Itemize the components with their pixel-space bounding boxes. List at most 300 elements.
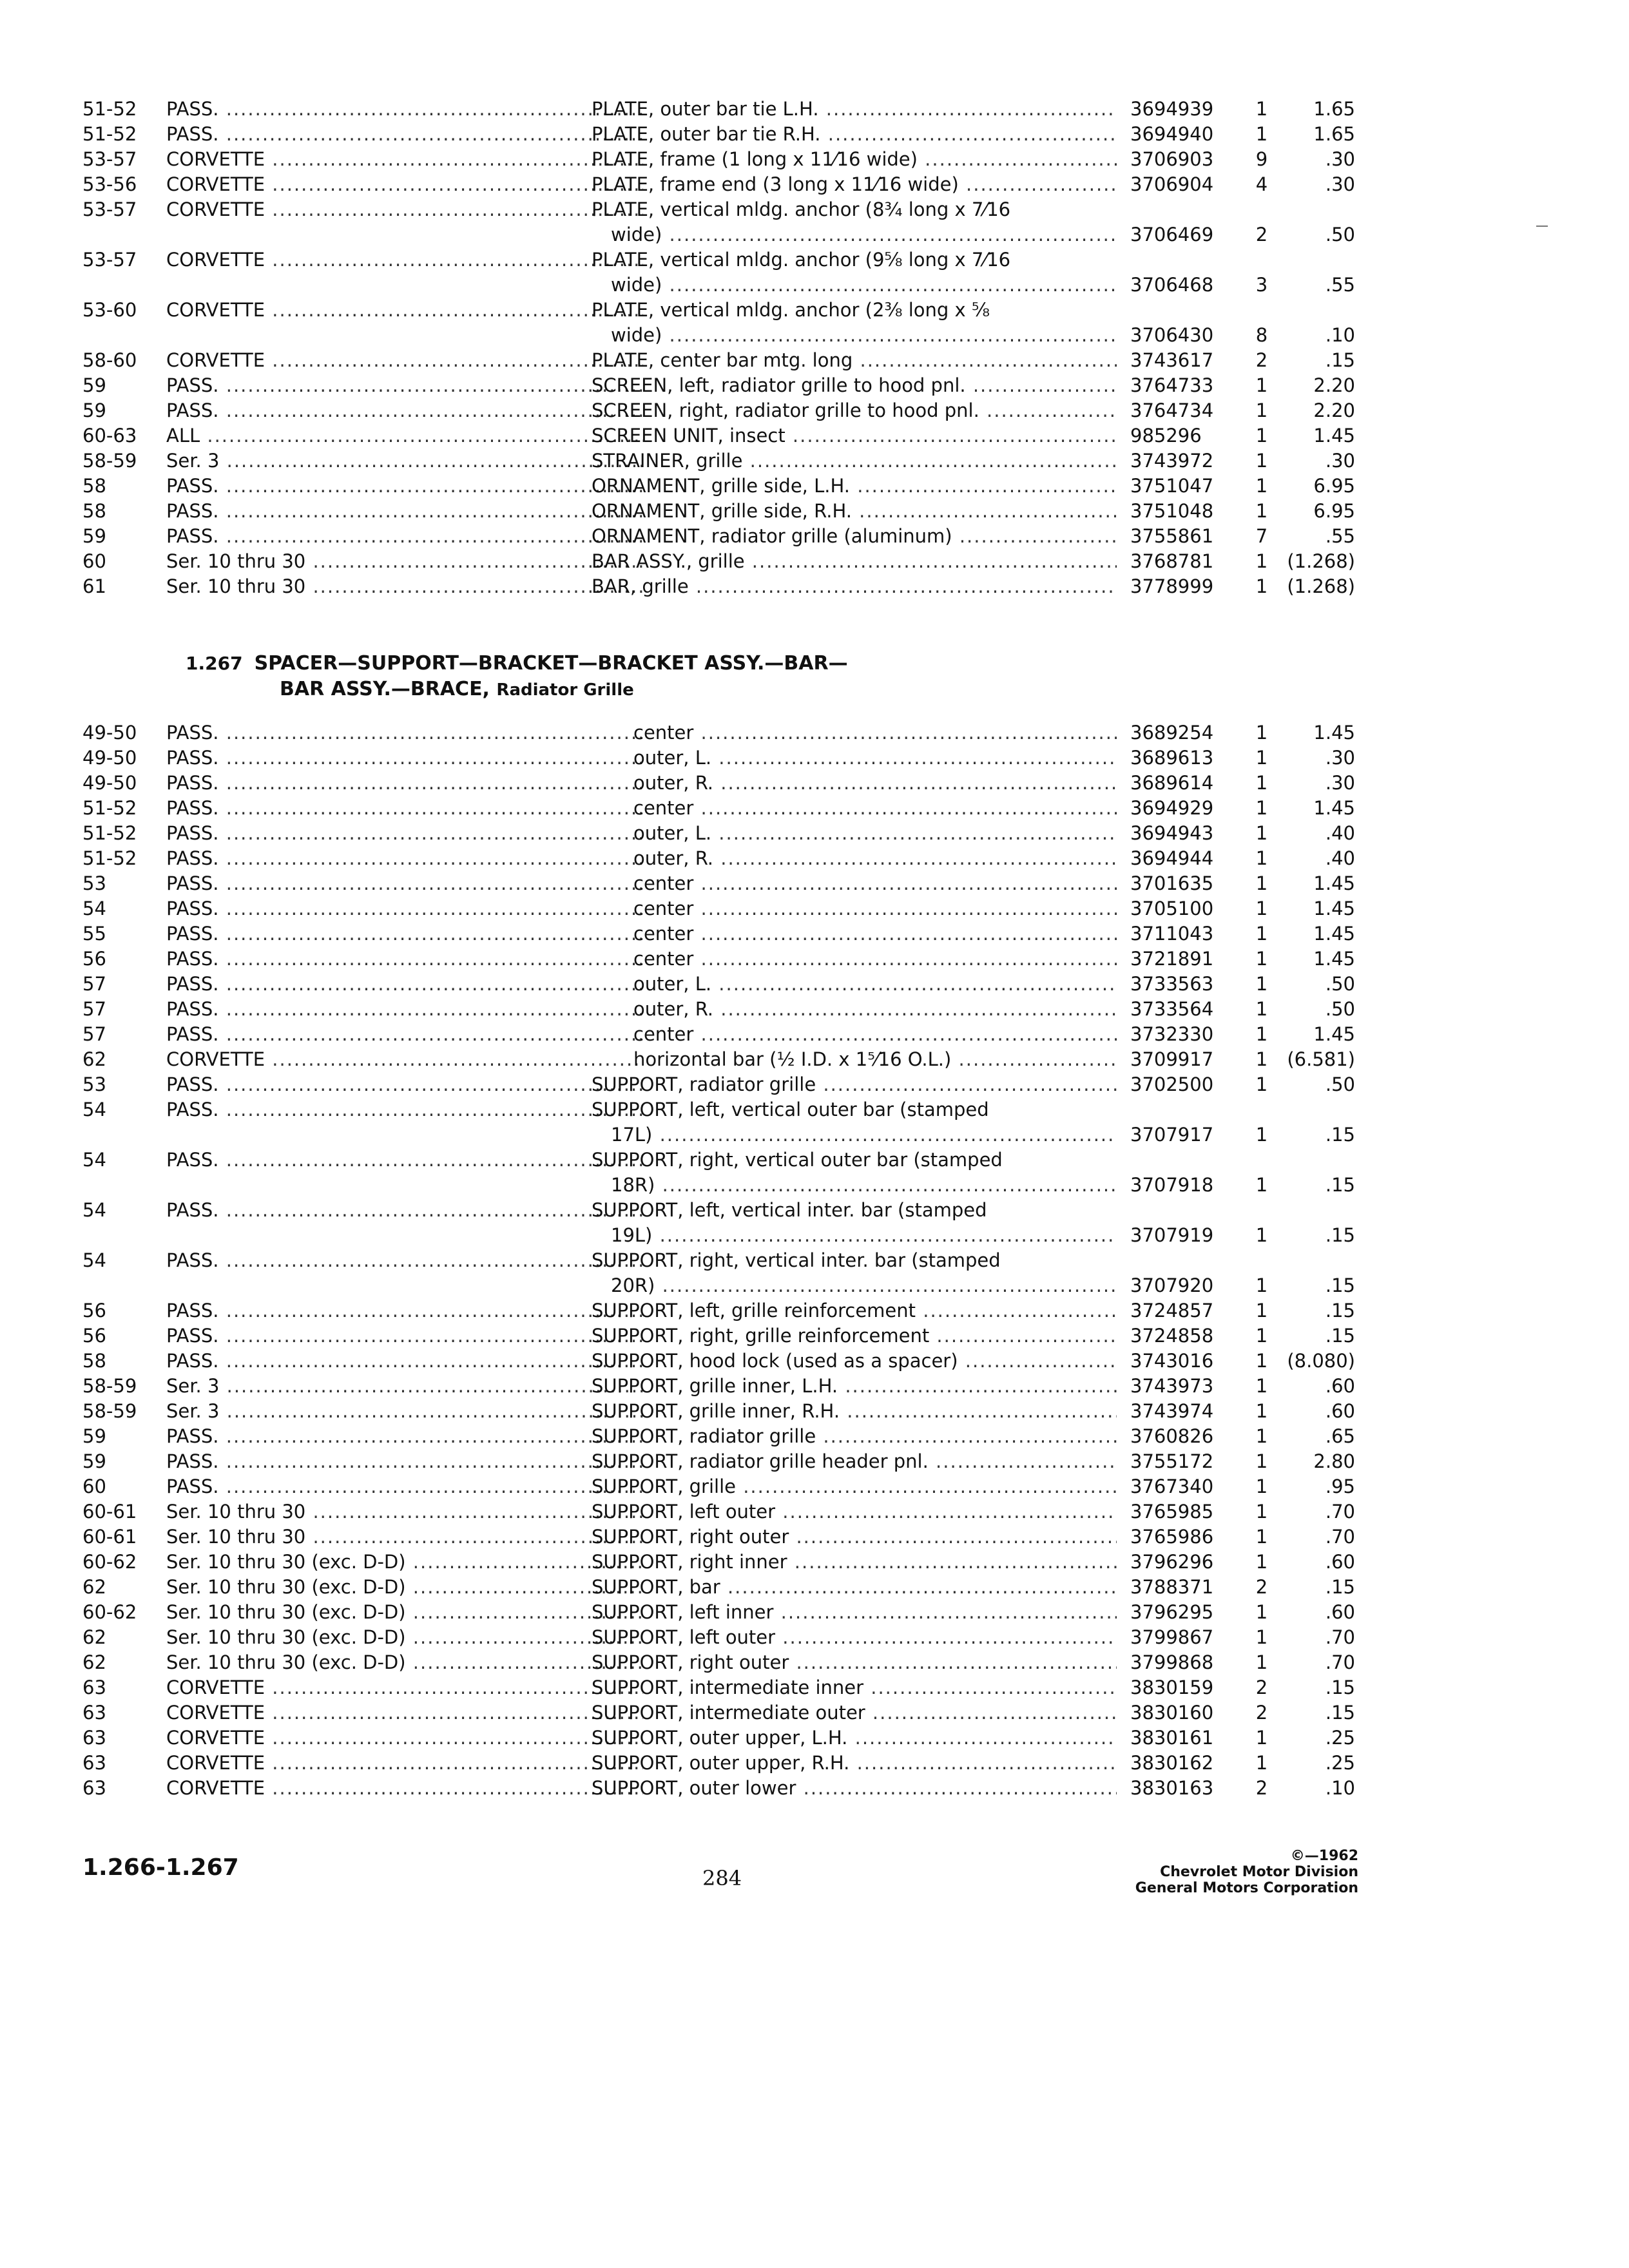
table-row [82, 1751, 1355, 1776]
model-year: 59 [82, 1425, 106, 1447]
part-number: 3767340 [1130, 1475, 1214, 1497]
part-description [592, 398, 1117, 423]
table-row [82, 1725, 1355, 1751]
part-description-line: BAR, grille ..... [592, 574, 1117, 599]
part-description-line: SUPPORT, grille inner, R.H. ..... [592, 1399, 1117, 1424]
model-series: ALL ..... [166, 423, 643, 448]
model-series: CORVETTE ..... [166, 1700, 643, 1725]
part-description [592, 474, 1117, 499]
table-row [82, 574, 1355, 599]
price: 2.20 [1313, 374, 1355, 396]
model-series: PASS. ..... [166, 1298, 643, 1323]
quantity: 1 [1255, 1551, 1268, 1573]
part-description-line: SUPPORT, right, grille reinforcement ..... [592, 1323, 1117, 1349]
part-description-line: ORNAMENT, radiator grille (aluminum) ..... [592, 524, 1117, 549]
part-description-line: PLATE, vertical mldg. anchor (8¾ long x 7⁄16 [592, 198, 1011, 220]
model-year: 54 [82, 898, 106, 919]
quantity: 1 [1255, 898, 1268, 919]
quantity: 1 [1255, 98, 1268, 120]
part-description [592, 1097, 1117, 1148]
model-series: Ser. 3 ..... [166, 448, 643, 474]
table-row [82, 720, 1355, 745]
model-series: Ser. 10 thru 30 ..... [166, 1524, 643, 1550]
part-description [633, 745, 1117, 771]
quantity: 1 [1255, 1651, 1268, 1673]
table-row [82, 1323, 1355, 1349]
model-series: PASS. ..... [166, 947, 643, 972]
table-row [82, 549, 1355, 574]
model-series: Ser. 10 thru 30 ..... [166, 574, 643, 599]
part-description [592, 1776, 1117, 1801]
model-year: 53-57 [82, 249, 137, 271]
model-year: 59 [82, 1450, 106, 1472]
quantity: 1 [1255, 1174, 1268, 1196]
table-row [82, 796, 1355, 821]
table-row [82, 896, 1355, 921]
part-description-line: SUPPORT, outer upper, L.H. ..... [592, 1725, 1117, 1751]
table-row [82, 1022, 1355, 1047]
copyright-year: ©—1962 [1290, 1848, 1358, 1864]
quantity: 1 [1255, 872, 1268, 894]
part-description-line: SUPPORT, radiator grille header pnl. ..... [592, 1449, 1117, 1474]
part-description [633, 896, 1117, 921]
part-description-line: SCREEN, left, radiator grille to hood pnl. ..... [592, 373, 1117, 398]
table-row [82, 1474, 1355, 1499]
model-series: PASS. ..... [166, 1097, 643, 1122]
part-description-line: center ..... [633, 947, 1117, 972]
part-description [592, 1399, 1117, 1424]
part-number: 3764733 [1130, 374, 1214, 396]
quantity: 1 [1255, 374, 1268, 396]
model-series: PASS. ..... [166, 1248, 643, 1273]
part-number: 3702500 [1130, 1073, 1214, 1095]
part-number: 3830161 [1130, 1727, 1214, 1749]
model-series: PASS. ..... [166, 1148, 643, 1173]
part-description-line: SUPPORT, left outer ..... [592, 1625, 1117, 1650]
price: 2.20 [1313, 399, 1355, 421]
part-description-line: wide) ..... [611, 222, 1117, 247]
price: .50 [1325, 973, 1355, 995]
quantity: 1 [1255, 1526, 1268, 1548]
part-description [633, 871, 1117, 896]
part-description-line: SUPPORT, outer upper, R.H. ..... [592, 1751, 1117, 1776]
model-series: PASS. ..... [166, 896, 643, 921]
part-description-line: SUPPORT, right, vertical outer bar (stamped [592, 1149, 1003, 1171]
part-description [592, 1424, 1117, 1449]
model-year: 59 [82, 374, 106, 396]
part-description [592, 1374, 1117, 1399]
price: .60 [1325, 1400, 1355, 1422]
quantity: 1 [1255, 425, 1268, 447]
quantity: 1 [1255, 1124, 1268, 1146]
model-year: 58 [82, 1350, 106, 1372]
model-year: 60-63 [82, 425, 137, 447]
model-year: 58 [82, 500, 106, 522]
table-row [82, 1072, 1355, 1097]
part-description-line: outer, R. ..... [633, 997, 1117, 1022]
part-description-line: SUPPORT, right outer ..... [592, 1650, 1117, 1675]
part-number: 3778999 [1130, 575, 1214, 597]
part-number: 3796295 [1130, 1601, 1214, 1623]
model-series: CORVETTE ..... [166, 1725, 643, 1751]
part-number: 3707918 [1130, 1174, 1214, 1196]
model-year: 54 [82, 1099, 106, 1120]
part-number: 3709917 [1130, 1048, 1214, 1070]
part-number: 3760826 [1130, 1425, 1214, 1447]
quantity: 2 [1255, 1576, 1268, 1598]
quantity: 1 [1255, 1450, 1268, 1472]
price: (8.080) [1287, 1350, 1355, 1372]
part-description [592, 1650, 1117, 1675]
part-description-line: SUPPORT, left, grille reinforcement ..... [592, 1298, 1117, 1323]
part-description [592, 1524, 1117, 1550]
quantity: 1 [1255, 772, 1268, 794]
table-row [82, 1776, 1355, 1801]
part-description-line: PLATE, frame end (3 long x 11⁄16 wide) ..... [592, 172, 1117, 197]
model-series: PASS. ..... [166, 97, 643, 122]
table-row [82, 1449, 1355, 1474]
quantity: 2 [1255, 349, 1268, 371]
table-row [82, 1248, 1355, 1298]
quantity: 1 [1255, 1274, 1268, 1296]
price: 1.45 [1313, 872, 1355, 894]
part-description [592, 1449, 1117, 1474]
model-year: 60 [82, 1475, 106, 1497]
price: .15 [1325, 1677, 1355, 1698]
table-row [82, 1198, 1355, 1248]
part-number: 3788371 [1130, 1576, 1214, 1598]
price: .40 [1325, 822, 1355, 844]
part-number: 3733563 [1130, 973, 1214, 995]
quantity: 1 [1255, 575, 1268, 597]
part-description [633, 796, 1117, 821]
table-row [82, 745, 1355, 771]
part-description-line: PLATE, vertical mldg. anchor (2⅜ long x ⅝ [592, 299, 990, 321]
table-row [82, 1575, 1355, 1600]
price: .40 [1325, 847, 1355, 869]
model-year: 58-59 [82, 1375, 137, 1397]
part-description [592, 574, 1117, 599]
part-description [592, 1072, 1117, 1097]
table-row [82, 524, 1355, 549]
part-description-line: SUPPORT, hood lock (used as a spacer) ..... [592, 1349, 1117, 1374]
part-description [592, 348, 1117, 373]
table-row [82, 1047, 1355, 1072]
part-description [633, 1022, 1117, 1047]
model-year: 60-62 [82, 1601, 137, 1623]
price: 1.45 [1313, 898, 1355, 919]
model-series: PASS. ..... [166, 1349, 643, 1374]
part-description-line: center ..... [633, 720, 1117, 745]
table-row [82, 1675, 1355, 1700]
part-number: 3764734 [1130, 399, 1214, 421]
quantity: 1 [1255, 923, 1268, 945]
model-series: Ser. 10 thru 30 ..... [166, 1499, 643, 1524]
quantity: 1 [1255, 1475, 1268, 1497]
model-year: 60-61 [82, 1501, 137, 1523]
model-series: PASS. ..... [166, 771, 643, 796]
part-description [592, 1499, 1117, 1524]
quantity: 1 [1255, 1425, 1268, 1447]
part-number: 3830162 [1130, 1752, 1214, 1774]
parts-table-grille-supports [82, 720, 1355, 1801]
part-description-line: center ..... [633, 1022, 1117, 1047]
model-series: PASS. ..... [166, 745, 643, 771]
model-series: CORVETTE ..... [166, 1751, 643, 1776]
price: .95 [1325, 1475, 1355, 1497]
price: .15 [1325, 1174, 1355, 1196]
price: .55 [1325, 525, 1355, 547]
part-description [592, 1323, 1117, 1349]
model-series: CORVETTE ..... [166, 247, 643, 273]
price: 6.95 [1313, 475, 1355, 497]
part-number: 985296 [1130, 425, 1202, 447]
part-description-line: center ..... [633, 796, 1117, 821]
quantity: 1 [1255, 1501, 1268, 1523]
price: .70 [1325, 1651, 1355, 1673]
part-description-line: SUPPORT, left inner ..... [592, 1600, 1117, 1625]
part-description-line: 18R) ..... [611, 1173, 1117, 1198]
table-row [82, 197, 1355, 247]
part-description-line: outer, R. ..... [633, 846, 1117, 871]
price: .30 [1325, 173, 1355, 195]
model-year: 54 [82, 1199, 106, 1221]
part-number: 3701635 [1130, 872, 1214, 894]
model-year: 53-56 [82, 173, 137, 195]
price: .60 [1325, 1601, 1355, 1623]
model-series: Ser. 10 thru 30 (exc. D-D) ..... [166, 1625, 643, 1650]
price: .15 [1325, 1702, 1355, 1724]
quantity: 1 [1255, 1073, 1268, 1095]
price: 1.45 [1313, 1023, 1355, 1045]
model-year: 63 [82, 1777, 106, 1799]
model-series: PASS. ..... [166, 796, 643, 821]
table-row [82, 423, 1355, 448]
quantity: 4 [1255, 173, 1268, 195]
model-series: PASS. ..... [166, 1022, 643, 1047]
model-year: 60-61 [82, 1526, 137, 1548]
part-number: 3694929 [1130, 797, 1214, 819]
table-row [82, 771, 1355, 796]
table-row [82, 1600, 1355, 1625]
price: .30 [1325, 148, 1355, 170]
table-row [82, 247, 1355, 298]
part-number: 3743973 [1130, 1375, 1214, 1397]
model-year: 49-50 [82, 747, 137, 769]
table-row [82, 1399, 1355, 1424]
part-number: 3689254 [1130, 722, 1214, 744]
price: .15 [1325, 1274, 1355, 1296]
part-description-line: SUPPORT, radiator grille ..... [592, 1424, 1117, 1449]
quantity: 2 [1255, 1677, 1268, 1698]
part-description [592, 122, 1117, 147]
quantity: 1 [1255, 973, 1268, 995]
part-number: 3799867 [1130, 1626, 1214, 1648]
table-row [82, 1148, 1355, 1198]
table-row [82, 1524, 1355, 1550]
price: 1.45 [1313, 948, 1355, 970]
part-number: 3765985 [1130, 1501, 1214, 1523]
model-year: 58-59 [82, 450, 137, 472]
part-description-line: outer, R. ..... [633, 771, 1117, 796]
model-year: 55 [82, 923, 106, 945]
model-series: Ser. 3 ..... [166, 1399, 643, 1424]
price: .15 [1325, 349, 1355, 371]
part-description [592, 1248, 1117, 1298]
quantity: 1 [1255, 1224, 1268, 1246]
model-series: PASS. ..... [166, 846, 643, 871]
table-row [82, 398, 1355, 423]
part-number: 3743617 [1130, 349, 1214, 371]
price: .15 [1325, 1576, 1355, 1598]
quantity: 1 [1255, 1325, 1268, 1347]
table-row [82, 1424, 1355, 1449]
model-year: 53-60 [82, 299, 137, 321]
model-year: 59 [82, 399, 106, 421]
quantity: 1 [1255, 475, 1268, 497]
part-number: 3724858 [1130, 1325, 1214, 1347]
model-year: 62 [82, 1651, 106, 1673]
model-series: CORVETTE ..... [166, 197, 643, 222]
model-year: 51-52 [82, 822, 137, 844]
model-year: 60 [82, 550, 106, 572]
part-number: 3796296 [1130, 1551, 1214, 1573]
price: .50 [1325, 1073, 1355, 1095]
table-row [82, 122, 1355, 147]
table-row [82, 373, 1355, 398]
table-row [82, 1625, 1355, 1650]
price: .15 [1325, 1224, 1355, 1246]
price: .15 [1325, 1325, 1355, 1347]
quantity: 2 [1255, 224, 1268, 245]
model-year: 53 [82, 1073, 106, 1095]
model-year: 63 [82, 1727, 106, 1749]
model-year: 54 [82, 1149, 106, 1171]
model-series: CORVETTE ..... [166, 172, 643, 197]
model-year: 56 [82, 1300, 106, 1321]
model-series: PASS. ..... [166, 1072, 643, 1097]
model-year: 51-52 [82, 797, 137, 819]
quantity: 1 [1255, 500, 1268, 522]
table-row [82, 1097, 1355, 1148]
part-description [592, 1675, 1117, 1700]
table-row [82, 947, 1355, 972]
margin-mark [1536, 226, 1548, 227]
part-description [633, 972, 1117, 997]
part-description-line: STRAINER, grille ..... [592, 448, 1117, 474]
table-row [82, 1349, 1355, 1374]
table-row [82, 871, 1355, 896]
part-description-line: 17L) ..... [611, 1122, 1117, 1148]
part-description [592, 298, 1117, 348]
model-year: 57 [82, 998, 106, 1020]
part-description [592, 97, 1117, 122]
model-series: PASS. ..... [166, 1424, 643, 1449]
part-description-line: 20R) ..... [611, 1273, 1117, 1298]
part-number: 3707920 [1130, 1274, 1214, 1296]
part-description-line: ORNAMENT, grille side, R.H. ..... [592, 499, 1117, 524]
model-series: PASS. ..... [166, 821, 643, 846]
price: .70 [1325, 1501, 1355, 1523]
price: .15 [1325, 1300, 1355, 1321]
quantity: 1 [1255, 1350, 1268, 1372]
price: .25 [1325, 1752, 1355, 1774]
model-year: 49-50 [82, 722, 137, 744]
part-description-line: wide) ..... [611, 323, 1117, 348]
price: 6.95 [1313, 500, 1355, 522]
price: .25 [1325, 1727, 1355, 1749]
model-year: 61 [82, 575, 106, 597]
part-number: 3706469 [1130, 224, 1214, 245]
part-description-line: SCREEN UNIT, insect ..... [592, 423, 1117, 448]
quantity: 1 [1255, 822, 1268, 844]
model-series: Ser. 3 ..... [166, 1374, 643, 1399]
model-series: Ser. 10 thru 30 (exc. D-D) ..... [166, 1575, 643, 1600]
part-description [592, 197, 1117, 247]
part-description-line: BAR ASSY., grille ..... [592, 549, 1117, 574]
model-year: 58-59 [82, 1400, 137, 1422]
part-number: 3689614 [1130, 772, 1214, 794]
part-description-line: outer, L. ..... [633, 745, 1117, 771]
model-series: CORVETTE ..... [166, 1675, 643, 1700]
price: .10 [1325, 324, 1355, 346]
quantity: 1 [1255, 747, 1268, 769]
part-number: 3799868 [1130, 1651, 1214, 1673]
model-year: 62 [82, 1576, 106, 1598]
part-description [592, 1474, 1117, 1499]
part-description-line: outer, L. ..... [633, 821, 1117, 846]
table-row [82, 147, 1355, 172]
part-description [592, 423, 1117, 448]
section-heading [186, 651, 1152, 703]
price: .10 [1325, 1777, 1355, 1799]
price: 2.80 [1313, 1450, 1355, 1472]
part-number: 3711043 [1130, 923, 1214, 945]
part-description-line: SUPPORT, radiator grille ..... [592, 1072, 1117, 1097]
corporation-name: General Motors Corporation [1135, 1880, 1358, 1896]
part-description [592, 1349, 1117, 1374]
part-number: 3694944 [1130, 847, 1214, 869]
table-row [82, 997, 1355, 1022]
model-year: 63 [82, 1752, 106, 1774]
model-series: PASS. ..... [166, 499, 643, 524]
part-description [592, 1550, 1117, 1575]
division-name: Chevrolet Motor Division [1160, 1864, 1358, 1880]
part-description-line: horizontal bar (½ I.D. x 1⁵⁄16 O.L.) ..... [633, 1047, 1117, 1072]
part-description [633, 821, 1117, 846]
quantity: 1 [1255, 123, 1268, 145]
model-year: 58 [82, 475, 106, 497]
quantity: 1 [1255, 1752, 1268, 1774]
part-description-line: SUPPORT, intermediate outer ..... [592, 1700, 1117, 1725]
model-series: Ser. 10 thru 30 (exc. D-D) ..... [166, 1650, 643, 1675]
part-description [633, 720, 1117, 745]
model-series: PASS. ..... [166, 1449, 643, 1474]
model-year: 56 [82, 948, 106, 970]
part-number: 3694939 [1130, 98, 1214, 120]
table-row [82, 1374, 1355, 1399]
part-number: 3705100 [1130, 898, 1214, 919]
part-description [592, 373, 1117, 398]
part-number: 3743016 [1130, 1350, 1214, 1372]
part-number: 3721891 [1130, 948, 1214, 970]
part-description-line: SUPPORT, outer lower ..... [592, 1776, 1117, 1801]
quantity: 1 [1255, 1023, 1268, 1045]
model-series: PASS. ..... [166, 972, 643, 997]
model-series: PASS. ..... [166, 1323, 643, 1349]
part-description [592, 1751, 1117, 1776]
part-description [592, 1575, 1117, 1600]
